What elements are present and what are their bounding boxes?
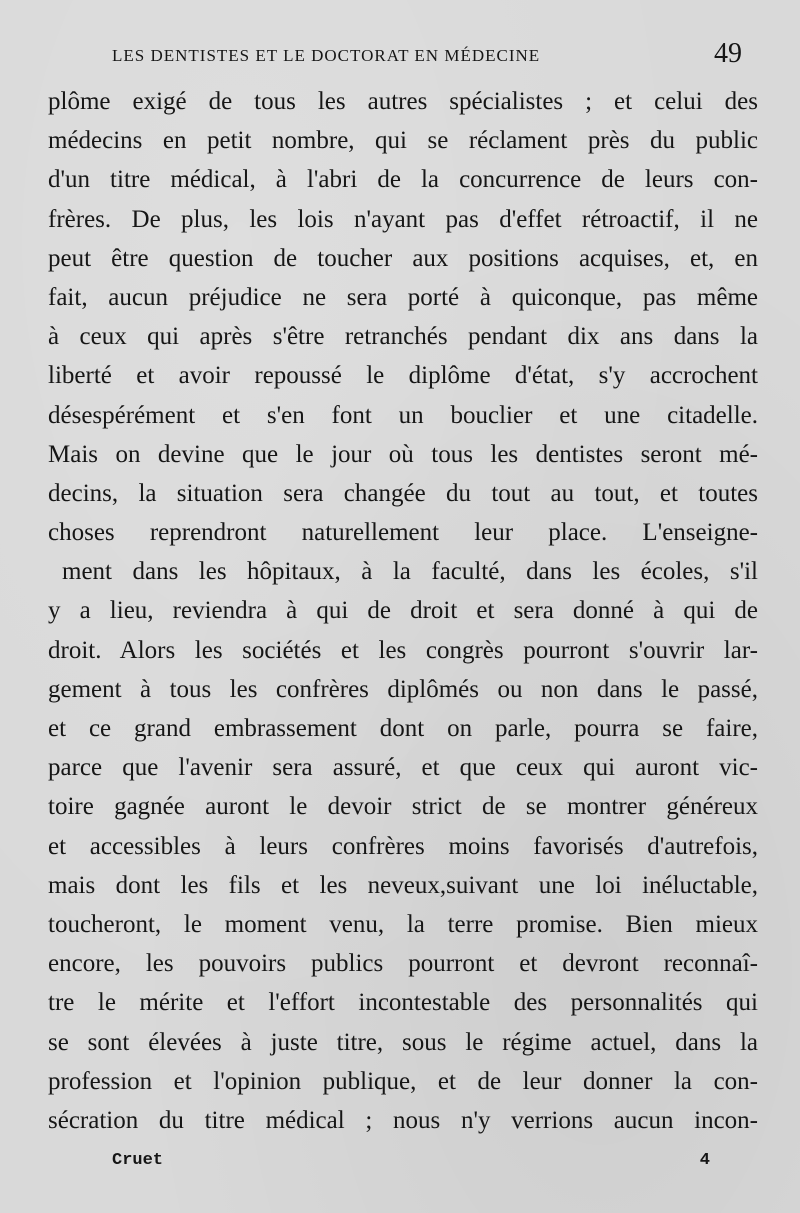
text-line: profession et l'opinion publique, et de leur donner la con-	[48, 1067, 758, 1095]
text-line: y a lieu, reviendra à qui de droit et sera donné à qui de	[48, 597, 758, 625]
text-line: ment dans les hôpitaux, à la faculté, dans les écoles, s'il	[62, 558, 758, 586]
signature-line	[112, 1151, 710, 1177]
text-line: tre le mérite et l'effort incontestable des personnalités qui	[48, 989, 758, 1017]
signature-number: 4	[699, 1151, 710, 1170]
text-line: se sont élevées à juste titre, sous le régime actuel, dans la	[48, 1028, 758, 1056]
text-line: Mais on devine que le jour où tous les dentistes seront mé-	[48, 440, 758, 468]
body-text	[48, 82, 758, 1140]
text-line: d'un titre médical, à l'abri de la concurrence de leurs con-	[48, 166, 758, 194]
text-line: désespérément et s'en font un bouclier et une citadelle.	[48, 401, 758, 429]
text-line: toucheront, le moment venu, la terre promise. Bien mieux	[48, 910, 758, 938]
text-line: decins, la situation sera changée du tout au tout, et toutes	[48, 479, 758, 507]
page-number: 49	[714, 38, 742, 69]
text-line: liberté et avoir repoussé le diplôme d'état, s'y accrochent	[48, 362, 758, 390]
text-line: gement à tous les confrères diplômés ou non dans le passé,	[48, 675, 758, 703]
text-line: toire gagnée auront le devoir strict de se montrer généreux	[48, 793, 758, 821]
text-line: fait, aucun préjudice ne sera porté à quiconque, pas même	[48, 283, 758, 311]
text-line: frères. De plus, les lois n'ayant pas d'effet rétroactif, il ne	[48, 205, 758, 233]
text-line: et ce grand embrassement dont on parle, pourra se faire,	[48, 715, 758, 742]
text-line: mais dont les fils et les neveux,suivant une loi inéluctable,	[48, 871, 758, 899]
text-line: et accessibles à leurs confrères moins favorisés d'autrefois,	[48, 832, 758, 860]
text-line: sécration du titre médical ; nous n'y verrions aucun incon-	[48, 1106, 758, 1134]
running-title: LES DENTISTES ET LE DOCTORAT EN MÉDECINE	[112, 46, 541, 65]
text-line: parce que l'avenir sera assuré, et que ceux qui auront vic-	[48, 754, 758, 782]
running-head	[112, 38, 742, 78]
printer-signature: Cruet	[112, 1151, 164, 1170]
text-line: choses reprendront naturellement leur place. L'enseigne-	[48, 519, 758, 547]
text-line: médecins en petit nombre, qui se réclament près du public	[48, 127, 758, 155]
text-line: à ceux qui après s'être retranchés pendant dix ans dans la	[48, 323, 758, 351]
text-line: encore, les pouvoirs publics pourront et devront reconnaî-	[48, 950, 758, 978]
text-line: droit. Alors les sociétés et les congrès pourront s'ouvrir lar-	[48, 636, 758, 664]
text-line: plôme exigé de tous les autres spécialistes ; et celui des	[48, 88, 758, 115]
text-line: peut être question de toucher aux positions acquises, et, en	[48, 244, 758, 272]
